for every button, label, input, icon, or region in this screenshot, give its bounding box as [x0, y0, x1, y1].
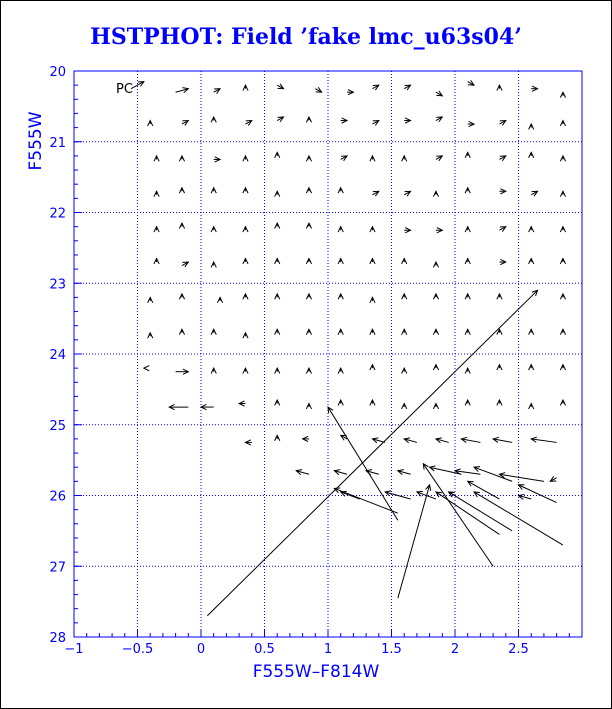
vector-arrow	[436, 117, 442, 122]
vector-arrow	[497, 85, 502, 90]
y-tick-label: 24	[49, 348, 66, 363]
vector-arrow	[315, 87, 321, 92]
vector-arrow	[370, 329, 375, 334]
vector-arrow	[529, 404, 534, 409]
vector-arrow	[519, 485, 557, 503]
vector-arrow	[531, 191, 537, 196]
vector-arrow	[214, 157, 220, 162]
vector-arrow	[465, 152, 470, 157]
vector-arrow	[211, 368, 216, 373]
chart-title: HSTPHOT: Field ’fake lmc_u63s04’	[90, 24, 522, 50]
x-tick-label: 1	[323, 642, 333, 657]
vector-arrow	[474, 492, 563, 545]
x-tick-label: 2	[450, 642, 460, 657]
vector-arrow	[436, 91, 442, 96]
vector-arrow	[433, 191, 438, 196]
vector-arrow	[275, 152, 280, 157]
vector-arrow	[338, 400, 343, 405]
vector-arrow	[338, 368, 343, 373]
vector-arrow	[550, 476, 556, 481]
vector-arrow	[560, 258, 565, 263]
vector-arrow	[465, 329, 470, 334]
vector-arrow	[144, 366, 149, 371]
vector-arrow	[243, 227, 248, 232]
vector-arrow	[468, 121, 474, 126]
y-tick-label: 28	[49, 631, 66, 646]
vector-arrow	[404, 228, 410, 233]
vector-arrow	[433, 365, 438, 370]
vector-arrow	[243, 156, 248, 161]
vector-arrow	[182, 262, 188, 267]
vector-arrow	[338, 258, 343, 263]
vector-arrow	[182, 121, 188, 126]
tick-labels	[49, 65, 528, 657]
vector-arrow	[560, 329, 565, 334]
arrow-shaft	[207, 290, 537, 615]
vector-arrow	[560, 227, 565, 232]
vector-arrow	[306, 368, 311, 373]
vector-arrow	[499, 156, 505, 161]
vector-arrow	[243, 294, 248, 299]
vector-arrow	[179, 223, 184, 228]
vector-arrow	[245, 440, 251, 445]
vector-arrow	[423, 464, 493, 567]
vector-arrow	[306, 258, 311, 263]
arrow-shaft	[436, 492, 500, 534]
vector-arrow	[306, 156, 311, 161]
vector-arrow	[154, 227, 159, 232]
vector-arrow	[275, 294, 280, 299]
vector-arrow	[436, 438, 449, 443]
vector-arrow	[465, 188, 470, 193]
vector-arrow	[148, 297, 153, 302]
arrow-shaft	[519, 485, 557, 503]
vector-arrow	[306, 404, 311, 409]
x-axis-label: F555W–F814W	[252, 662, 380, 682]
x-tick-label: 1.5	[381, 642, 402, 657]
vector-arrow	[529, 258, 534, 263]
vector-arrow	[338, 227, 343, 232]
vector-arrow	[529, 124, 534, 129]
vector-arrow	[303, 436, 309, 441]
vector-arrow	[529, 365, 534, 370]
vector-arrow	[402, 258, 407, 263]
vector-arrow	[211, 329, 216, 334]
vector-arrow	[402, 404, 407, 409]
vector-arrow	[499, 121, 505, 126]
vector-arrow	[398, 470, 411, 475]
vector-arrow	[404, 438, 417, 443]
y-tick-label: 20	[49, 65, 66, 80]
vector-arrow	[465, 258, 470, 263]
vector-arrow	[341, 118, 347, 123]
vector-arrow	[529, 152, 534, 157]
vector-arrow	[239, 401, 245, 406]
vector-arrow	[217, 297, 222, 302]
vector-arrow	[370, 297, 375, 302]
vector-arrow	[306, 188, 311, 193]
vector-arrow	[370, 365, 375, 370]
vector-arrow	[372, 191, 378, 196]
vector-arrow	[560, 121, 565, 126]
vector-arrow	[275, 191, 280, 196]
vector-arrow	[179, 156, 184, 161]
y-tick-label: 23	[49, 277, 66, 293]
x-tick-label: 0	[196, 642, 206, 657]
vector-arrow	[433, 294, 438, 299]
vector-arrow	[243, 85, 248, 90]
vector-arrow	[531, 437, 556, 442]
vector-arrow	[243, 188, 248, 193]
vector-arrow	[468, 481, 500, 499]
vector-arrow	[370, 156, 375, 161]
vector-arrow	[436, 156, 442, 161]
vector-arrow	[499, 189, 505, 194]
x-tick-label: −1	[64, 642, 84, 657]
arrow-shaft	[328, 407, 398, 520]
vector-arrow	[560, 365, 565, 370]
vector-arrow	[560, 294, 565, 299]
vector-arrow	[497, 400, 502, 405]
vector-arrow	[493, 437, 512, 442]
vector-arrow	[433, 404, 438, 409]
vector-arrow	[211, 262, 216, 267]
vector-arrow	[499, 227, 505, 232]
arrow-shaft	[398, 485, 430, 598]
vector-arrow	[433, 329, 438, 334]
vector-arrow	[275, 368, 280, 373]
vector-arrow	[461, 437, 480, 442]
vector-arrow	[468, 80, 474, 85]
vector-arrow	[245, 121, 251, 126]
vector-arrow	[338, 188, 343, 193]
vector-arrow	[296, 470, 309, 475]
y-tick-label: 26	[49, 489, 66, 505]
vector-arrow	[465, 400, 470, 405]
arrow-shaft	[474, 492, 563, 545]
vector-arrow	[433, 262, 438, 267]
vector-arrow	[402, 329, 407, 334]
vector-arrow	[275, 329, 280, 334]
vector-arrow	[179, 294, 184, 299]
vector-arrow	[531, 86, 537, 91]
vector-arrow	[306, 117, 311, 122]
vector-arrow	[529, 227, 534, 232]
vector-arrow	[211, 117, 216, 122]
vector-arrow	[154, 191, 159, 196]
vector-arrow	[131, 82, 144, 89]
vector-arrow	[277, 84, 283, 89]
vector-arrow	[328, 407, 398, 520]
vector-arrow	[243, 258, 248, 263]
arrow-shaft	[423, 464, 493, 567]
x-tick-label: −0.5	[121, 642, 154, 657]
vector-arrow	[211, 188, 216, 193]
y-tick-label: 25	[49, 418, 66, 434]
vector-arrow	[560, 400, 565, 405]
arrow-head	[144, 366, 149, 371]
vector-arrow	[402, 156, 407, 161]
y-tick-label: 22	[49, 206, 66, 222]
vector-arrow	[341, 156, 347, 161]
vector-arrow	[370, 227, 375, 232]
vector-arrow	[385, 491, 410, 499]
vector-arrow	[372, 121, 378, 126]
vector-arrow	[338, 329, 343, 334]
vector-arrow	[370, 400, 375, 405]
vector-arrow	[436, 228, 442, 233]
arrow-head	[328, 407, 333, 413]
vector-arrow	[148, 121, 153, 126]
vector-arrow	[275, 400, 280, 405]
vector-arrow	[277, 117, 283, 122]
vector-arrow	[338, 294, 343, 299]
vector-arrow	[211, 227, 216, 232]
vector-arrow	[275, 435, 280, 440]
vector-arrows	[131, 80, 565, 616]
chip-annotation: PC	[116, 82, 133, 97]
vector-arrow	[169, 404, 188, 409]
vector-arrow	[465, 294, 470, 299]
vector-arrow	[449, 492, 513, 531]
vector-arrow	[347, 90, 353, 95]
arrow-shaft	[468, 481, 500, 499]
vector-arrow	[497, 365, 502, 370]
vector-arrow	[465, 368, 470, 373]
vector-arrow	[154, 156, 159, 161]
vector-arrow	[275, 223, 280, 228]
vector-arrow	[176, 88, 189, 93]
vector-arrow	[306, 223, 311, 228]
vector-arrow	[154, 258, 159, 263]
vector-arrow	[497, 294, 502, 299]
vector-arrow	[560, 191, 565, 196]
vector-arrow	[372, 85, 378, 90]
vector-arrow	[179, 329, 184, 334]
vector-arrow	[499, 259, 505, 264]
vector-arrow	[214, 89, 220, 94]
vector-arrow	[243, 368, 248, 373]
y-axis-label: F555W	[26, 111, 46, 171]
vector-arrow	[207, 290, 537, 615]
x-tick-label: 2.5	[508, 642, 529, 657]
vector-arrow	[499, 473, 543, 482]
vector-arrow	[560, 156, 565, 161]
vector-arrow	[306, 294, 311, 299]
arrow-shaft	[449, 492, 513, 531]
vector-arrow	[404, 191, 410, 196]
vector-arrow	[404, 85, 410, 90]
vector-arrow	[398, 485, 431, 598]
y-tick-label: 21	[49, 135, 66, 151]
arrow-shaft	[499, 474, 543, 481]
vector-arrow	[560, 92, 565, 97]
y-tick-label: 27	[49, 560, 66, 576]
vector-arrow	[436, 492, 500, 534]
vector-arrow	[179, 188, 184, 193]
vector-arrow	[275, 258, 280, 263]
vector-arrow	[529, 329, 534, 334]
vector-arrow	[148, 333, 153, 338]
vector-arrow	[370, 258, 375, 263]
x-tick-label: 0.5	[254, 642, 275, 657]
vector-arrow	[176, 369, 189, 374]
vector-arrow	[465, 227, 470, 232]
vector-arrow	[201, 404, 214, 409]
vector-arrow	[334, 470, 347, 475]
vector-arrow	[243, 333, 248, 338]
vector-arrow	[402, 368, 407, 373]
vector-arrow	[306, 329, 311, 334]
vector-arrow	[404, 118, 410, 123]
vector-arrow	[402, 294, 407, 299]
